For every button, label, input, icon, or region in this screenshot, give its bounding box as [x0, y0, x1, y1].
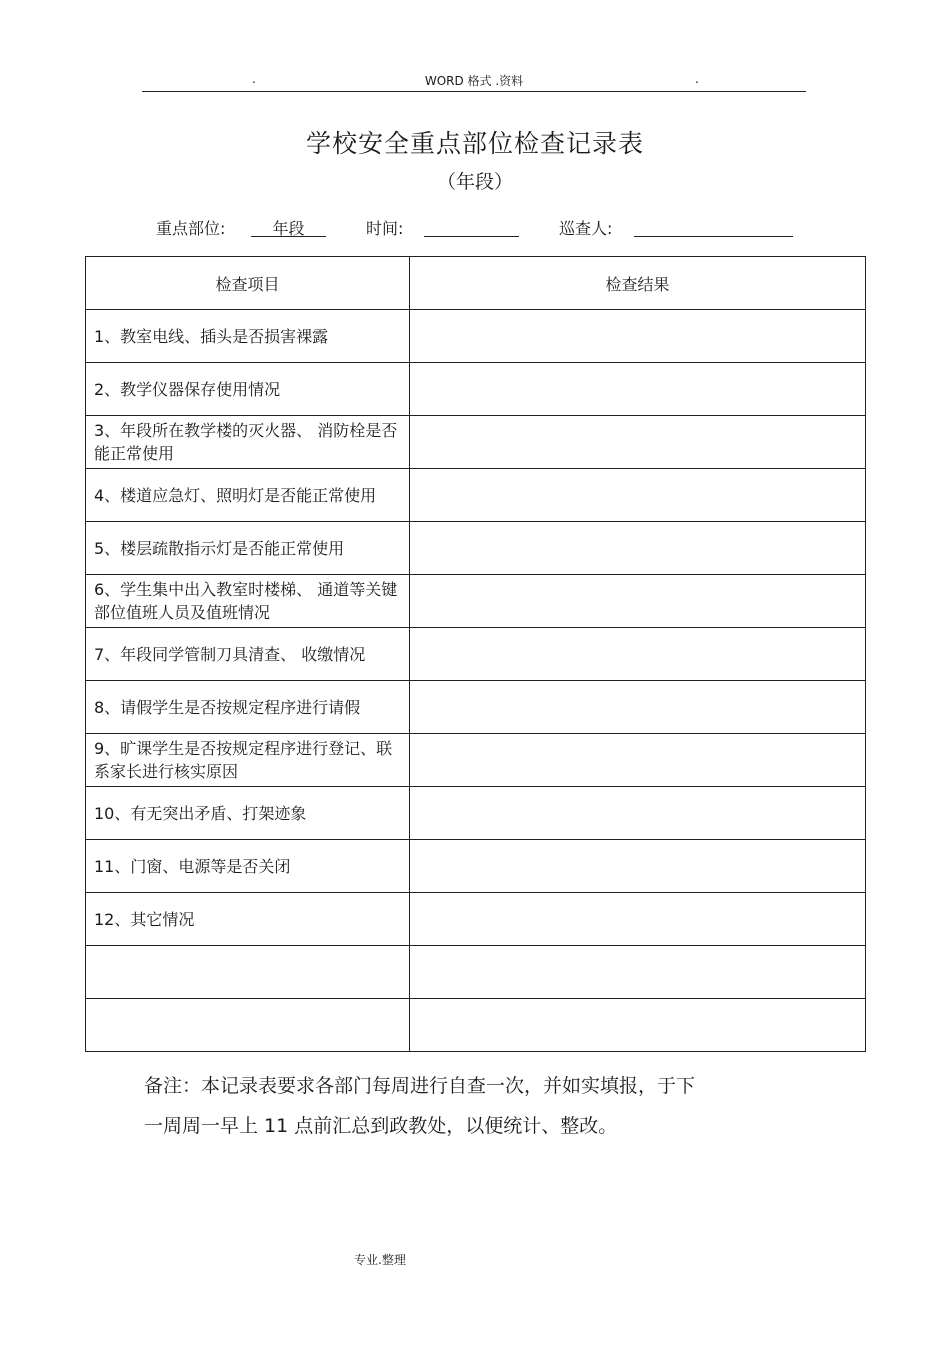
check-result[interactable] [410, 522, 866, 575]
table-row [86, 840, 866, 893]
inspection-table [85, 256, 866, 1052]
check-result[interactable] [410, 946, 866, 999]
document-title: 学校安全重点部位检查记录表 [305, 129, 644, 158]
header-right-mark: . [695, 72, 699, 86]
check-item: 3、年段所在教学楼的灭火器、 消防栓是否能正常使用 [86, 416, 410, 469]
table-row [86, 363, 866, 416]
check-result[interactable] [410, 416, 866, 469]
column-header-item: 检查项目 [86, 257, 410, 310]
location-field[interactable]: 年段 [251, 216, 326, 237]
remarks-line-2: 一周周一早上 11 点前汇总到政教处，以便统计、整改。 [144, 1115, 618, 1137]
check-item: 8、请假学生是否按规定程序进行请假 [86, 681, 410, 734]
table-row [86, 681, 866, 734]
check-item: 5、楼层疏散指示灯是否能正常使用 [86, 522, 410, 575]
check-item: 12、其它情况 [86, 893, 410, 946]
table-row [86, 469, 866, 522]
document-subtitle: （年段） [436, 171, 513, 193]
check-result[interactable] [410, 893, 866, 946]
table-row [86, 575, 866, 628]
page-footer: 专业.整理 [354, 1253, 406, 1267]
check-item[interactable] [86, 946, 410, 999]
check-item: 4、楼道应急灯、照明灯是否能正常使用 [86, 469, 410, 522]
info-line [0, 216, 950, 240]
check-item: 1、教室电线、插头是否损害裸露 [86, 310, 410, 363]
check-item[interactable] [86, 999, 410, 1052]
time-field[interactable] [424, 216, 519, 237]
check-item: 2、教学仪器保存使用情况 [86, 363, 410, 416]
check-item: 6、学生集中出入教室时楼梯、 通道等关键部位值班人员及值班情况 [86, 575, 410, 628]
table-row [86, 734, 866, 787]
table-row [86, 416, 866, 469]
table-row [86, 310, 866, 363]
table-row [86, 999, 866, 1052]
check-result[interactable] [410, 575, 866, 628]
check-result[interactable] [410, 681, 866, 734]
page-header [142, 70, 806, 92]
table-row [86, 787, 866, 840]
table-row [86, 628, 866, 681]
check-item: 10、有无突出矛盾、打架迹象 [86, 787, 410, 840]
header-text: WORD 格式 .资料 [424, 74, 524, 88]
check-result[interactable] [410, 999, 866, 1052]
check-result[interactable] [410, 734, 866, 787]
remarks-line-1: 备注：本记录表要求各部门每周进行自查一次，并如实填报，于下 [144, 1075, 696, 1097]
remarks [144, 1066, 784, 1146]
check-result[interactable] [410, 469, 866, 522]
table-row [86, 522, 866, 575]
inspector-field[interactable] [634, 216, 793, 237]
header-left-mark: . [252, 72, 256, 86]
check-item: 7、年段同学管制刀具清查、 收缴情况 [86, 628, 410, 681]
check-item: 9、旷课学生是否按规定程序进行登记、联系家长进行核实原因 [86, 734, 410, 787]
inspector-label: 巡查人: [559, 219, 613, 238]
table-row [86, 893, 866, 946]
table-header-row [86, 257, 866, 310]
check-result[interactable] [410, 310, 866, 363]
table-row [86, 946, 866, 999]
check-item: 11、门窗、电源等是否关闭 [86, 840, 410, 893]
column-header-result: 检查结果 [410, 257, 866, 310]
check-result[interactable] [410, 363, 866, 416]
check-result[interactable] [410, 787, 866, 840]
check-result[interactable] [410, 628, 866, 681]
check-result[interactable] [410, 840, 866, 893]
time-label: 时间: [366, 219, 404, 238]
location-label: 重点部位: [156, 219, 226, 238]
